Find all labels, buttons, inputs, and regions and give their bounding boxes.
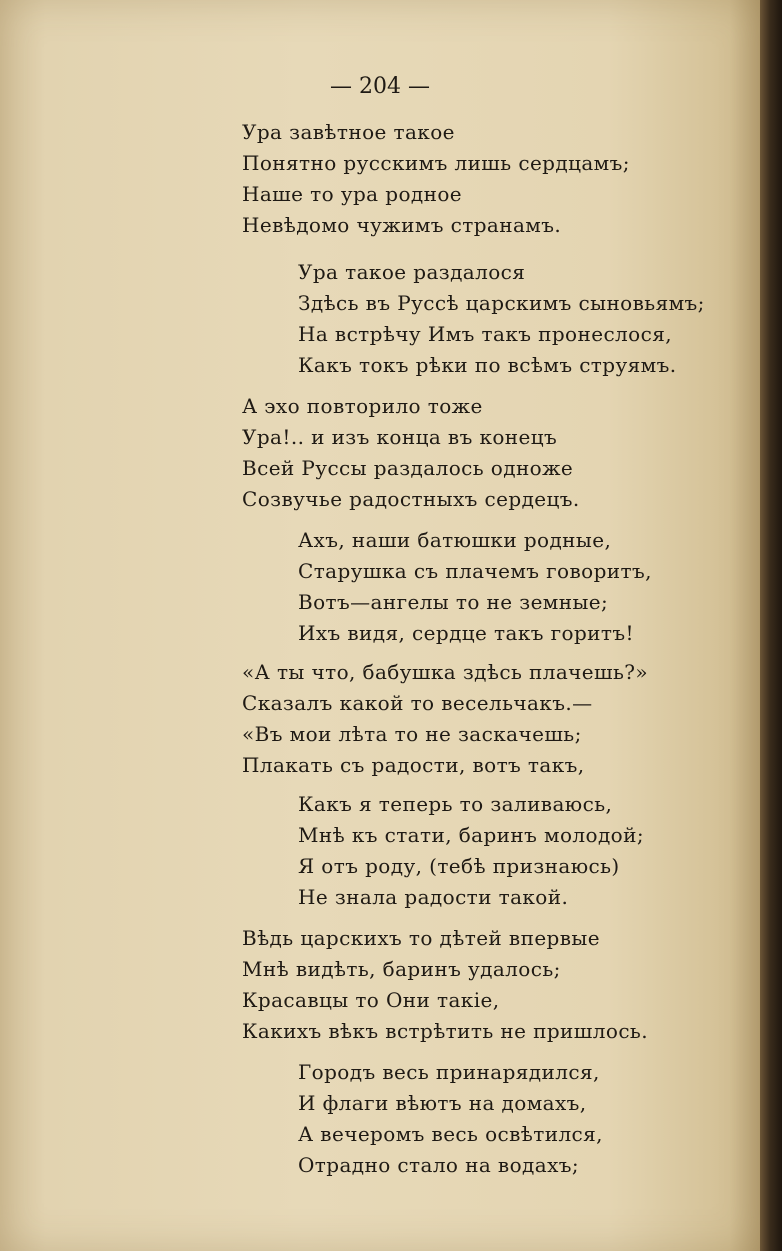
poem-line: Здѣсь въ Руссѣ царскимъ сыновьямъ; xyxy=(298,291,705,315)
poem-line: «А ты что, бабушка здѣсь плачешь?» xyxy=(242,660,649,684)
poem-line: Всей Руссы раздалось одноже xyxy=(242,456,574,480)
poem-line: Созвучье радостныхъ сердецъ. xyxy=(242,487,580,511)
poem-line: Какъ токъ рѣки по всѣмъ струямъ. xyxy=(298,353,677,377)
poem-line: Ура!.. и изъ конца въ конецъ xyxy=(242,425,558,449)
stanza-2 xyxy=(298,257,705,381)
stanza-3 xyxy=(242,391,580,515)
poem-line: Ихъ видя, сердце такъ горитъ! xyxy=(298,621,634,645)
poem-line: Плакать съ радости, вотъ такъ, xyxy=(242,753,585,777)
poem-line: Ура такое раздалося xyxy=(298,260,526,284)
poem-line: Вѣдь царскихъ то дѣтей впервые xyxy=(242,926,600,950)
poem-line: Вотъ—ангелы то не земные; xyxy=(298,590,609,614)
stanza-4 xyxy=(298,525,652,649)
poem-line: А вечеромъ весь освѣтился, xyxy=(298,1122,603,1146)
stanza-7 xyxy=(242,923,648,1047)
stanza-1 xyxy=(242,117,630,241)
page-number: — 204 — xyxy=(330,74,430,99)
poem-line: Наше то ура родное xyxy=(242,182,463,206)
poem-line: Ахъ, наши батюшки родные, xyxy=(298,528,612,552)
poem-line: И флаги вѣютъ на домахъ, xyxy=(298,1091,587,1115)
poem-line: Какихъ вѣкъ встрѣтить не пришлось. xyxy=(242,1019,648,1043)
poem-line: Какъ я теперь то заливаюсь, xyxy=(298,792,613,816)
poem-line: Сказалъ какой то весельчакъ.— xyxy=(242,691,593,715)
poem-line: Не знала радости такой. xyxy=(298,885,569,909)
stanza-6 xyxy=(298,789,644,913)
poem-line: Старушка съ плачемъ говоритъ, xyxy=(298,559,652,583)
book-edge xyxy=(760,0,782,1251)
poem-line: «Въ мои лѣта то не заскачешь; xyxy=(242,722,582,746)
poem-line: Отрадно стало на водахъ; xyxy=(298,1153,580,1177)
poem-line: А эхо повторило тоже xyxy=(242,394,483,418)
poem-line: Мнѣ къ стати, баринъ молодой; xyxy=(298,823,644,847)
poem-line: На встрѣчу Имъ такъ пронеслося, xyxy=(298,322,672,346)
poem-line: Невѣдомо чужимъ странамъ. xyxy=(242,213,562,237)
poem-line: Я отъ роду, (тебѣ признаюсь) xyxy=(298,854,620,878)
poem-line: Красавцы то Они такіе, xyxy=(242,988,500,1012)
stanza-5 xyxy=(242,657,648,781)
stanza-8 xyxy=(298,1057,603,1181)
poem-line: Ура завѣтное такое xyxy=(242,120,455,144)
poem-line: Мнѣ видѣть, баринъ удалось; xyxy=(242,957,561,981)
poem-line: Понятно русскимъ лишь сердцамъ; xyxy=(242,151,630,175)
poem-line: Городъ весь принарядился, xyxy=(298,1060,600,1084)
